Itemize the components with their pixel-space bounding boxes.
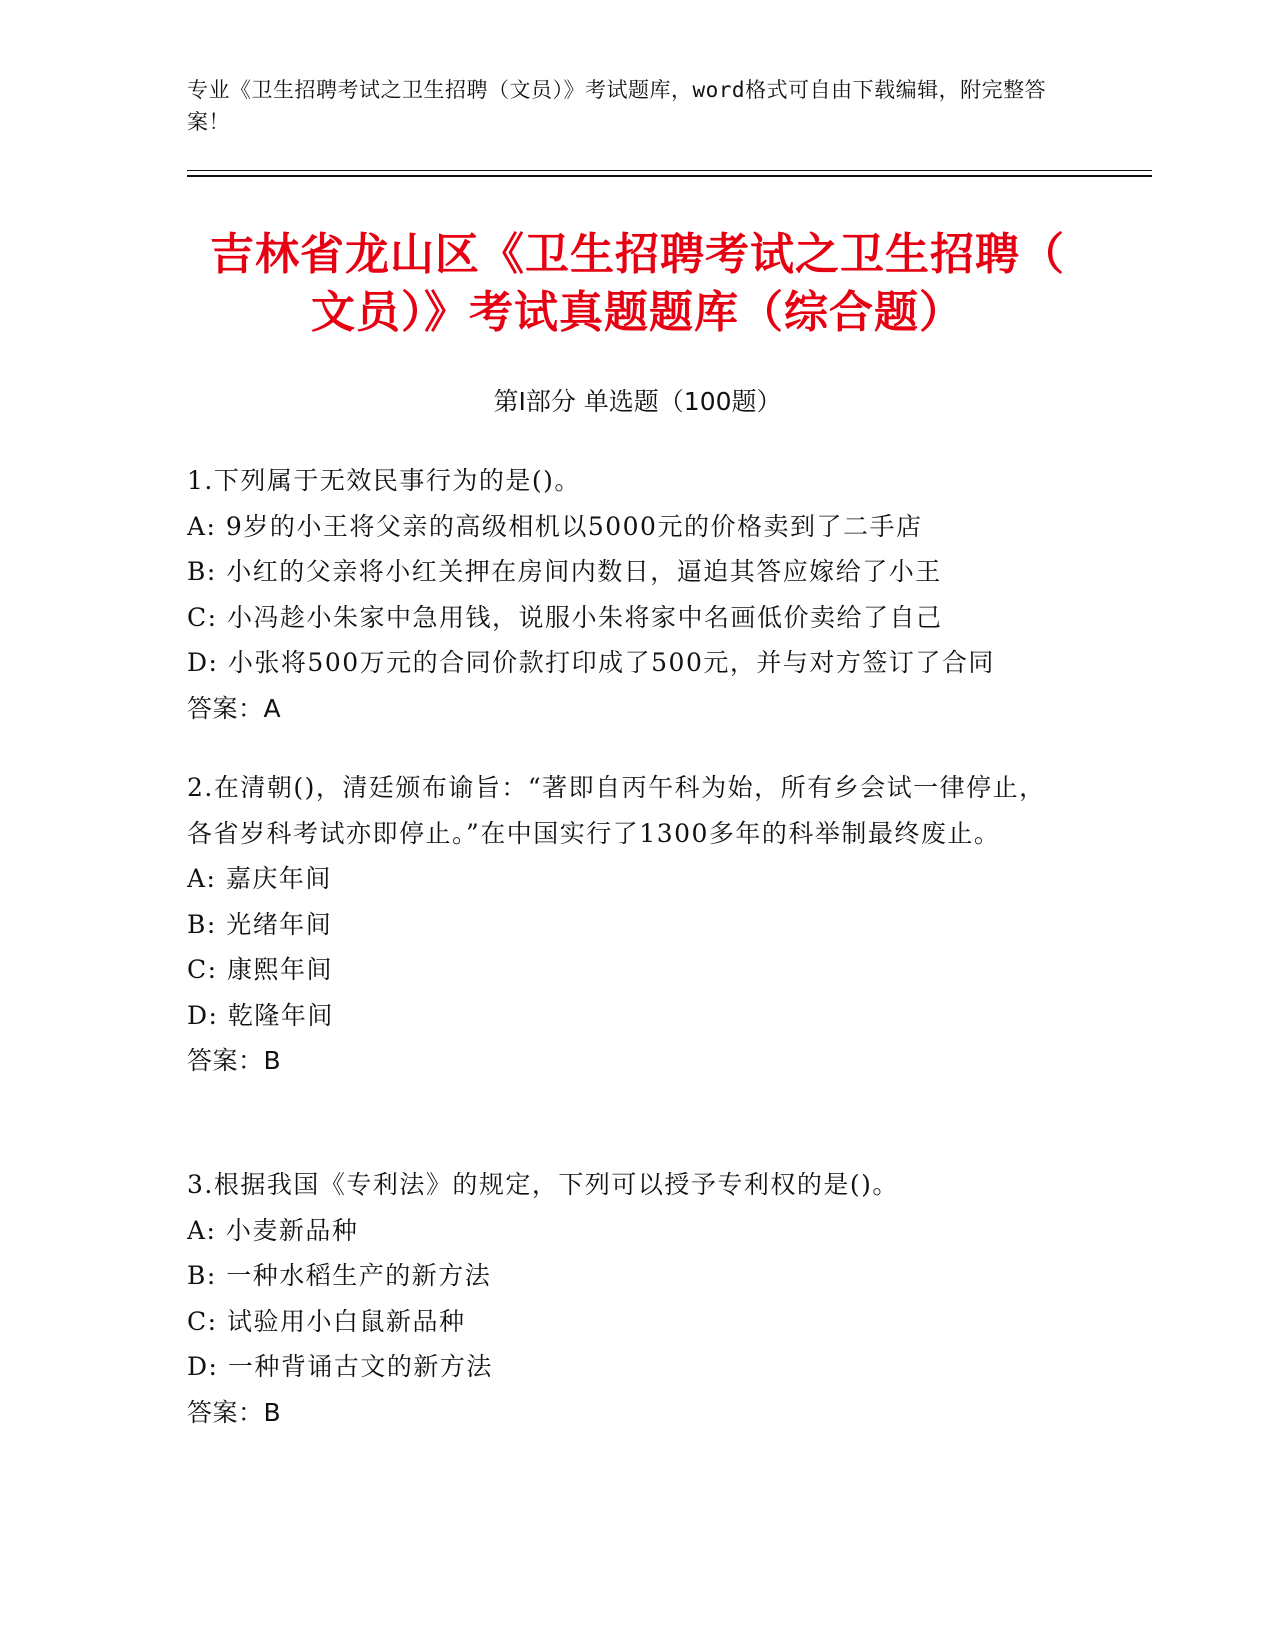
section-title: 第Ⅰ部分 单选题（100题） (493, 387, 782, 416)
answer: 答案：A (187, 693, 282, 723)
option-b: B: 小红的父亲将小红关押在房间内数日，逼迫其答应嫁给了小王 (187, 557, 942, 586)
option-b: B: 一种水稻生产的新方法 (187, 1261, 492, 1290)
question-2 (187, 765, 1067, 1084)
header-note: 专业《卫生招聘考试之卫生招聘（文员）》考试题库，word格式可自由下载编辑，附完整答案！ (187, 78, 1047, 134)
option-c: C: 小冯趁小朱家中急用钱，说服小朱将家中名画低价卖给了自己 (187, 602, 943, 632)
header-divider-thick (187, 175, 1152, 177)
answer: 答案：B (187, 1046, 282, 1075)
answer: 答案：B (187, 1397, 282, 1427)
question-stem: 3.根据我国《专利法》的规定，下列可以授予专利权的是()。 (187, 1170, 899, 1199)
question-stem: 1.下列属于无效民事行为的是()。 (187, 466, 581, 495)
option-b: B: 光绪年间 (187, 909, 333, 939)
option-d: D: 乾隆年间 (187, 1000, 334, 1030)
document-title-line-1: 吉林省龙山区《卫生招聘考试之卫生招聘（ (210, 229, 1065, 280)
question-1 (187, 458, 1067, 731)
option-c: C: 康熙年间 (187, 955, 333, 984)
question-3 (187, 1162, 1067, 1435)
document-title (150, 226, 1125, 342)
header-divider-thin (187, 170, 1152, 171)
option-c: C: 试验用小白鼠新品种 (187, 1306, 466, 1336)
option-a: A: 小麦新品种 (187, 1215, 359, 1245)
option-a: A: 嘉庆年间 (187, 864, 332, 893)
option-d: D: 小张将500万元的合同价款打印成了500元，并与对方签订了合同 (187, 648, 995, 677)
question-stem: 2.在清朝()，清廷颁布谕旨：“著即自丙午科为始，所有乡会试一律停止，各省岁科考试亦即停止。”在中国实行了1300多年的科举制最终废止。 (187, 773, 1046, 848)
document-title-line-2: 文员）》考试真题题库（综合题） (311, 287, 964, 338)
option-d: D: 一种背诵古文的新方法 (187, 1352, 493, 1381)
option-a: A: 9岁的小王将父亲的高级相机以5000元的价格卖到了二手店 (187, 511, 923, 541)
